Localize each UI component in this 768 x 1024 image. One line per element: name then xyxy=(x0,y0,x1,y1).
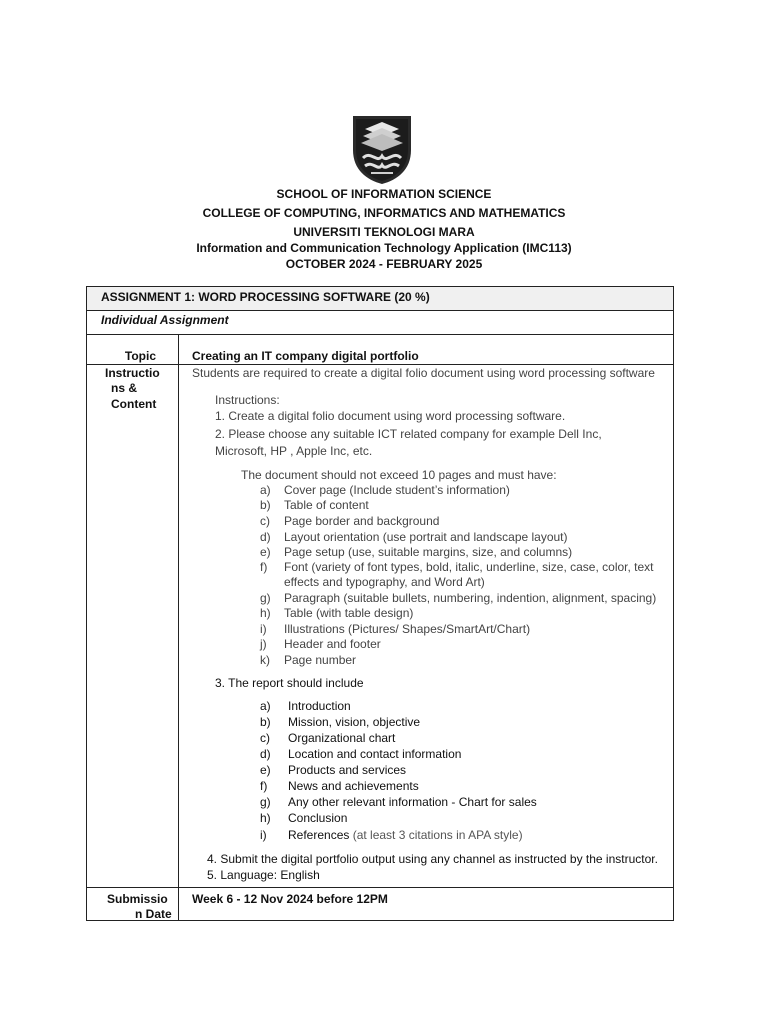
instructions-heading: Instructions: xyxy=(215,393,280,407)
step-1: 1. Create a digital folio document using word processing software. xyxy=(215,409,566,423)
instructions-label-2: ns & xyxy=(111,381,138,395)
instructions-label-1: Instructio xyxy=(105,366,160,380)
step-4: 4. Submit the digital portfolio output using any channel as instructed by the instructor. xyxy=(207,852,658,866)
topic-label: Topic xyxy=(124,349,156,363)
assignment-title: ASSIGNMENT 1: WORD PROCESSING SOFTWARE (20 %) xyxy=(101,290,430,304)
college-name: COLLEGE OF COMPUTING, INFORMATICS AND MATHEMATICS xyxy=(202,206,566,220)
school-name: SCHOOL OF INFORMATION SCIENCE xyxy=(276,187,492,201)
semester: OCTOBER 2024 - FEBRUARY 2025 xyxy=(285,257,483,271)
step-5: 5. Language: English xyxy=(207,868,320,882)
submission-label-2: n Date xyxy=(135,907,172,921)
submission-label-1: Submissio xyxy=(107,892,168,906)
topic-value: Creating an IT company digital portfolio xyxy=(192,349,419,363)
submission-date: Week 6 - 12 Nov 2024 before 12PM xyxy=(192,892,388,906)
course-title: Information and Communication Technology Application (IMC113) xyxy=(196,241,572,255)
intro-text: Students are required to create a digital folio document using word processing software xyxy=(192,366,655,380)
university-name: UNIVERSITI TEKNOLOGI MARA xyxy=(293,225,475,239)
instructions-label-3: Content xyxy=(111,397,157,411)
must-have-intro: The document should not exceed 10 pages and must have: xyxy=(241,468,557,482)
uitm-logo xyxy=(351,116,413,184)
step-2-line-1: 2. Please choose any suitable ICT related company for example Dell Inc, xyxy=(215,427,602,441)
assignment-type: Individual Assignment xyxy=(101,313,229,327)
assignment-table: ASSIGNMENT 1: WORD PROCESSING SOFTWARE (20 %) Individual Assignment Topic Creating an IT company digital portfolio Instructio ns & Content Students are required to create a digital folio document using word processing software Instructions: 1. Create a digital folio document using word processing software. 2. Please choose any suitable ICT related company for example Dell Inc, Microsoft, HP , Apple Inc, etc. The document should not exceed 10 pages and must have: a) Cover page (Include student’s information) b) Table of content c) Page border and background d) Layout orientation (use portrait and landscape layout) e) Page setup (use, suitable margins, size, and columns) f) Font (variety of font types, bold, italic, underline, size, case, color, text effects and typography, and Word Art) g) Paragraph (suitable bullets, numbering, indention, alignment, spacing) h) Table (with table design) i) Illustrations (Pictures/ Shapes/SmartArt/Chart) j) Header and footer k) Page number 3. The report should include a) Introduction b) Mission, vision, objective c) Organizational chart d) Location and contact information e) Products and services f) News and achievements g) Any other relevant information - Chart for sales h) Conclusion i) References (at least 3 citations in APA style) 4. Submit the digital portfolio output using any channel as instructed by the instructor. 5. Language: English Submissio n Date Week 6 - 12 Nov 2024 before 12PM xyxy=(86,286,674,921)
step-2-line-2: Microsoft, HP , Apple Inc, etc. xyxy=(215,444,373,458)
report-intro: 3. The report should include xyxy=(215,676,364,690)
